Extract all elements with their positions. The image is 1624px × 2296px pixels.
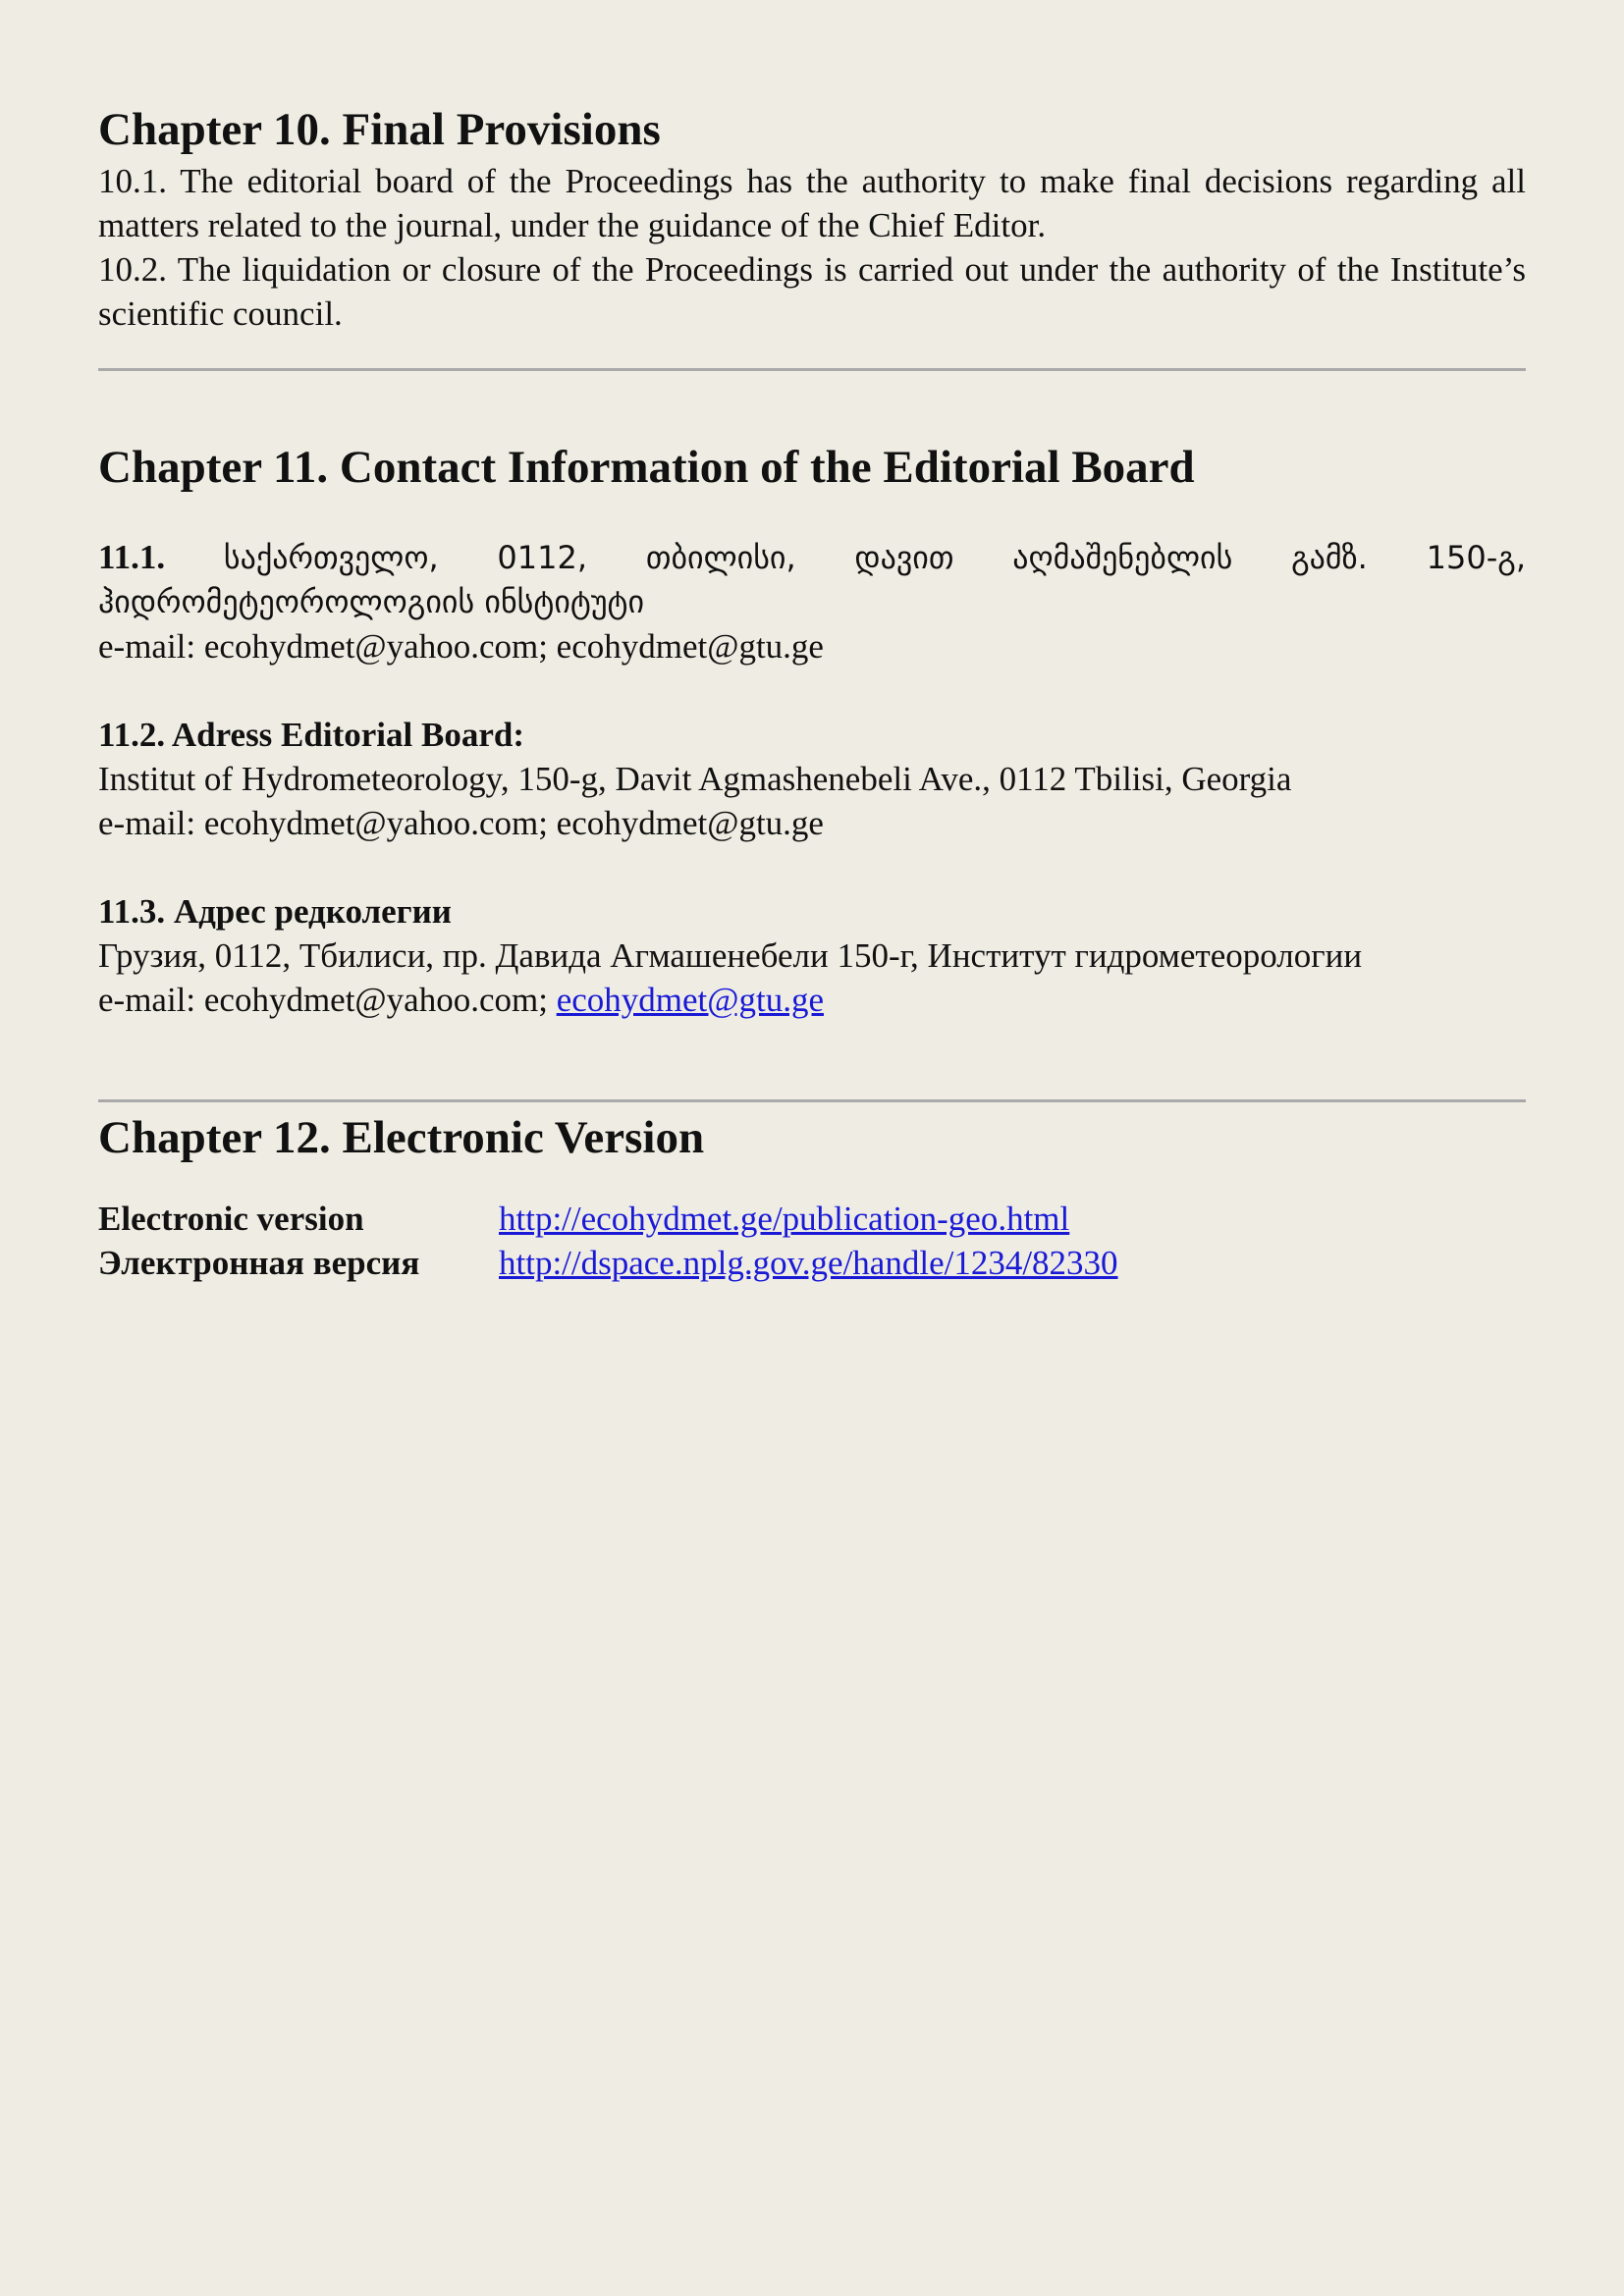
electronic-version-ru-label: Электронная версия xyxy=(98,1244,420,1282)
chapter-11-title: Chapter 11. Contact Information of the Editorial Board xyxy=(98,442,1195,493)
contact-heading-11-2: 11.2. Adress Editorial Board: xyxy=(98,716,524,754)
contact-email-1: e-mail: ecohydmet@yahoo.com; ecohydmet@gtu.ge xyxy=(98,627,824,666)
page-content xyxy=(98,100,1526,1285)
email-prefix: e-mail: ecohydmet@yahoo.com; xyxy=(98,981,557,1019)
electronic-version-link[interactable]: http://ecohydmet.ge/publication-geo.html xyxy=(499,1200,1070,1238)
electronic-version-label: Electronic version xyxy=(98,1200,364,1238)
paragraph-10-1: 10.1. The editorial board of the Proceedings has the authority to make final decisions regarding all matters related to the journal, under the guidance of the Chief Editor. xyxy=(98,162,1526,244)
section-number-11-1: 11.1. xyxy=(98,538,166,576)
contact-russian-address: Грузия, 0112, Тбилиси, пр. Давида Агмашенебели 150-г, Институт гидрометеорологии xyxy=(98,936,1363,975)
chapter-12-title: Chapter 12. Electronic Version xyxy=(98,1112,705,1163)
contact-email-3 xyxy=(98,978,1526,1022)
paragraph-10-2: 10.2. The liquidation or closure of the Proceedings is carried out under the authority of the Institute’s scientific council. xyxy=(98,250,1526,333)
contact-english-address: Institut of Hydrometeorology, 150-g, Davit Agmashenebeli Ave., 0112 Tbilisi, Georgia xyxy=(98,760,1292,798)
georgian-address-text: საქართველო, 0112, თბილისი, დავით აღმაშენებლის გამზ. 150-გ, ჰიდრომეტეოროლოგიის ინსტიტუტი xyxy=(98,539,1527,620)
contact-georgian-address xyxy=(98,535,1526,624)
contact-heading-11-3: 11.3. Адрес редколегии xyxy=(98,892,452,931)
email-link[interactable]: ecohydmet@gtu.ge xyxy=(556,981,824,1019)
electronic-version-ru-link[interactable]: http://dspace.nplg.gov.ge/handle/1234/82330 xyxy=(499,1244,1118,1282)
chapter-10-title: Chapter 10. Final Provisions xyxy=(98,104,661,155)
contact-email-2: e-mail: ecohydmet@yahoo.com; ecohydmet@gtu.ge xyxy=(98,804,824,842)
electronic-version-table xyxy=(98,1197,1526,1285)
